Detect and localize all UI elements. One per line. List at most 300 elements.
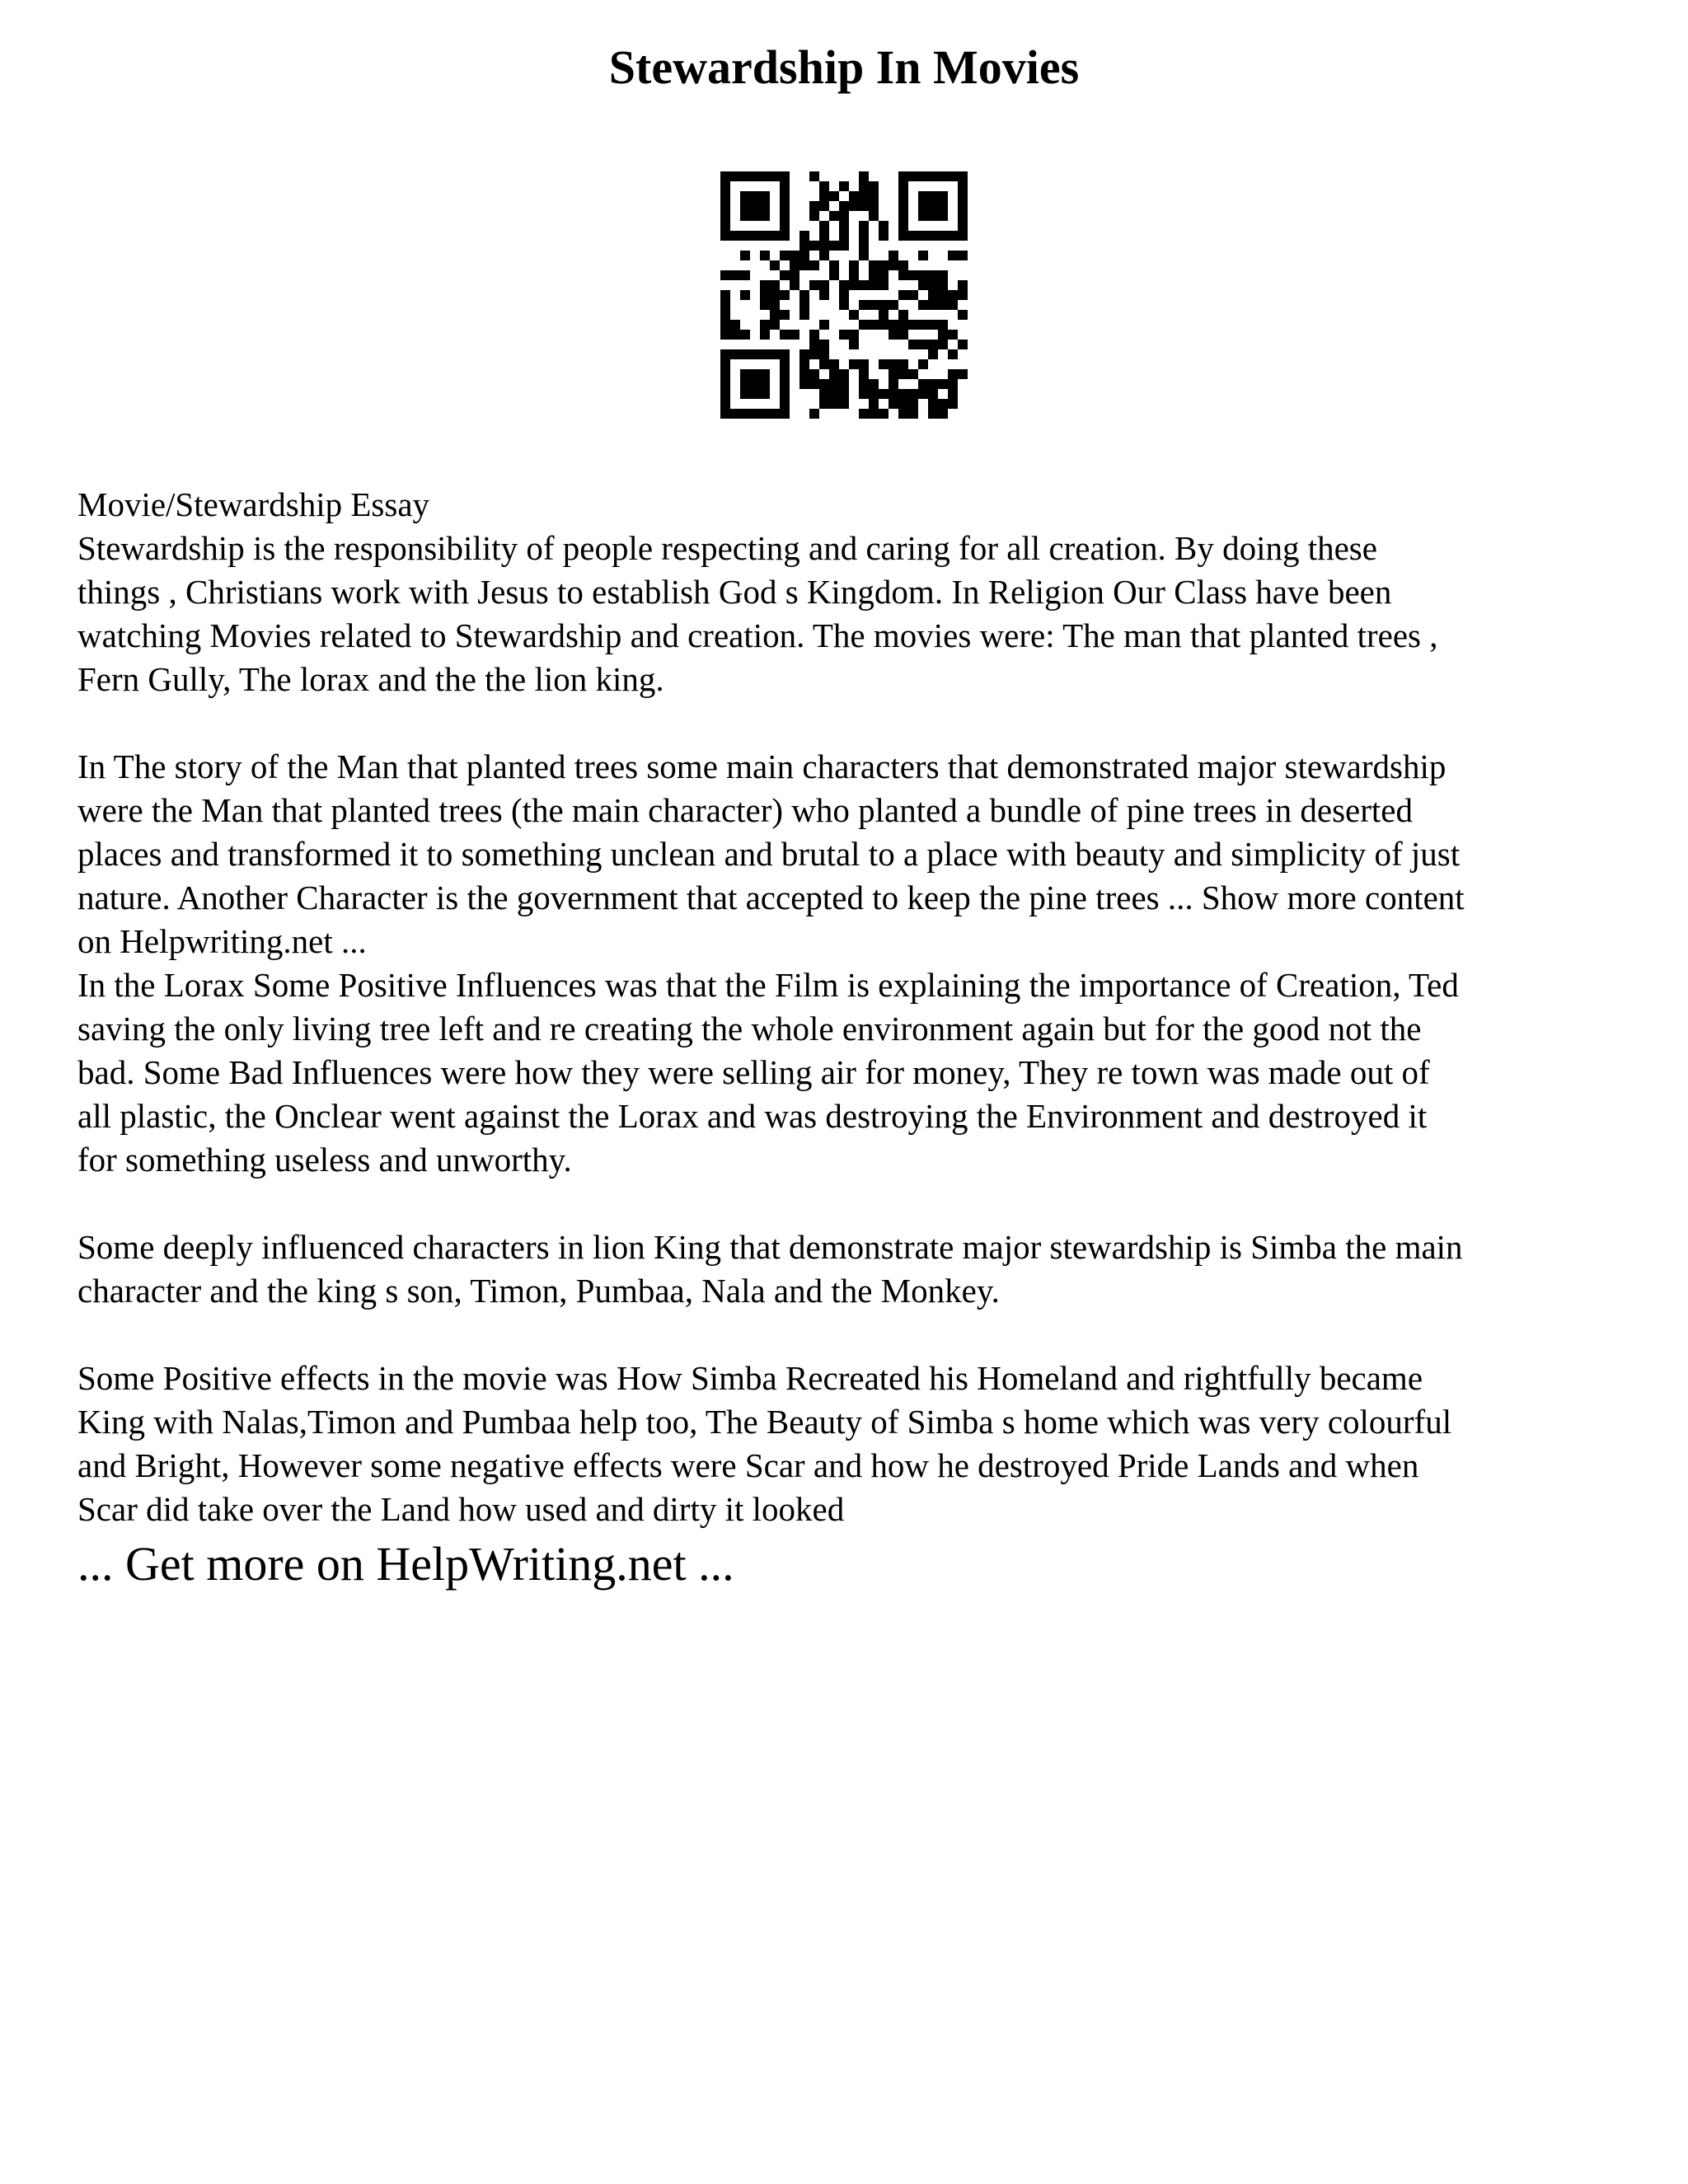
qr-module (948, 251, 958, 260)
qr-module (760, 409, 770, 419)
qr-module (790, 260, 799, 270)
qr-module (948, 379, 958, 389)
qr-module (740, 409, 750, 419)
qr-module (869, 211, 879, 221)
qr-module (898, 260, 908, 270)
qr-module (750, 389, 760, 399)
qr-module (918, 201, 928, 211)
qr-module (908, 340, 918, 349)
qr-module (898, 211, 908, 221)
qr-module (780, 221, 790, 231)
qr-module (829, 389, 839, 399)
essay-heading: Movie/Stewardship Essay (77, 485, 430, 523)
qr-module (770, 310, 780, 320)
qr-module (799, 379, 809, 389)
qr-module (780, 399, 790, 409)
qr-module (898, 320, 908, 330)
qr-module (948, 290, 958, 300)
qr-module (780, 389, 790, 399)
qr-module (869, 181, 879, 191)
qr-module (938, 340, 948, 349)
qr-module (958, 340, 968, 349)
qr-module (740, 369, 750, 379)
qr-module (918, 300, 928, 310)
text-line: In The story of the Man that planted trees some main characters that demonstrated major stewardship (77, 748, 1447, 785)
qr-module (869, 201, 879, 211)
qr-module (720, 181, 730, 191)
qr-module (938, 300, 948, 310)
qr-module (770, 409, 780, 419)
qr-module (839, 231, 849, 241)
qr-module (869, 280, 879, 290)
qr-module (829, 191, 839, 201)
qr-module (799, 310, 809, 320)
qr-module (740, 251, 750, 260)
qr-module (908, 270, 918, 280)
qr-module (829, 369, 839, 379)
qr-module (869, 260, 879, 270)
qr-module (918, 320, 928, 330)
qr-module (730, 409, 740, 419)
qr-module (799, 300, 809, 310)
qr-module (809, 349, 819, 359)
text-line: and Bright, However some negative effects were Scar and how he destroyed Pride Lands and when (77, 1446, 1419, 1484)
qr-module (958, 171, 968, 181)
qr-module (780, 201, 790, 211)
qr-module (928, 290, 938, 300)
qr-module (750, 369, 760, 379)
qr-module (839, 379, 849, 389)
qr-module (889, 379, 898, 389)
qr-module (819, 359, 829, 369)
qr-module (720, 349, 730, 359)
qr-module (730, 231, 740, 241)
qr-module (760, 369, 770, 379)
qr-module (849, 260, 859, 270)
qr-module (958, 251, 968, 260)
qr-module (958, 290, 968, 300)
qr-module (849, 310, 859, 320)
qr-module (799, 241, 809, 251)
qr-module (839, 330, 849, 340)
qr-module (780, 349, 790, 359)
qr-module (760, 379, 770, 389)
qr-module (760, 171, 770, 181)
qr-module (898, 330, 908, 340)
qr-module (889, 369, 898, 379)
qr-module (859, 379, 869, 389)
qr-module (760, 330, 770, 340)
qr-module (720, 290, 730, 300)
qr-module (869, 270, 879, 280)
qr-module (869, 320, 879, 330)
qr-module (839, 290, 849, 300)
qr-module (958, 191, 968, 201)
qr-module (938, 280, 948, 290)
page-title: Stewardship In Movies (608, 40, 1080, 94)
qr-module (938, 379, 948, 389)
qr-module (928, 399, 938, 409)
qr-module (799, 369, 809, 379)
qr-module (740, 290, 750, 300)
qr-module (740, 231, 750, 241)
qr-module (790, 280, 799, 290)
qr-module (859, 201, 869, 211)
qr-module (809, 241, 819, 251)
qr-module (879, 300, 889, 310)
qr-module (918, 280, 928, 290)
qr-module (720, 320, 730, 330)
qr-module (750, 171, 760, 181)
qr-module (809, 280, 819, 290)
qr-module (859, 369, 869, 379)
qr-module (849, 201, 859, 211)
qr-module (760, 280, 770, 290)
qr-module (928, 231, 938, 241)
qr-module (819, 340, 829, 349)
qr-module (799, 231, 809, 241)
qr-module (720, 369, 730, 379)
qr-module (889, 399, 898, 409)
qr-module (839, 280, 849, 290)
qr-module (799, 251, 809, 260)
qr-module (889, 359, 898, 369)
qr-module (740, 330, 750, 340)
qr-module (928, 211, 938, 221)
qr-module (938, 399, 948, 409)
qr-module (958, 310, 968, 320)
qr-module (809, 409, 819, 419)
text-line: places and transformed it to something unclean and brutal to a place with beauty and simplicity of just (77, 835, 1461, 873)
qr-module (760, 191, 770, 201)
qr-module (829, 241, 839, 251)
qr-module (928, 280, 938, 290)
qr-module (889, 300, 898, 310)
qr-module (760, 300, 770, 310)
qr-module (819, 221, 829, 231)
text-line: things , Christians work with Jesus to establish God s Kingdom. In Religion Our Class have been (77, 573, 1392, 611)
qr-module (869, 191, 879, 201)
qr-module (740, 379, 750, 389)
qr-module (948, 231, 958, 241)
qr-module (829, 379, 839, 389)
qr-module (869, 399, 879, 409)
qr-module (819, 349, 829, 359)
qr-module (809, 340, 819, 349)
qr-module (770, 320, 780, 330)
qr-module (938, 191, 948, 201)
qr-module (780, 231, 790, 241)
qr-module (780, 211, 790, 221)
qr-module (790, 270, 799, 280)
qr-module (780, 379, 790, 389)
qr-module (879, 270, 889, 280)
qr-module (819, 399, 829, 409)
qr-module (760, 349, 770, 359)
paragraph-intro (77, 483, 1660, 701)
text-line: saving the only living tree left and re creating the whole environment again but for the good not the (77, 1010, 1422, 1047)
qr-module (938, 231, 948, 241)
qr-module (898, 369, 908, 379)
qr-module (740, 389, 750, 399)
qr-module (780, 181, 790, 191)
qr-module (809, 330, 819, 340)
qr-module (770, 231, 780, 241)
qr-module (898, 221, 908, 231)
qr-module (849, 359, 859, 369)
qr-module (898, 389, 908, 399)
qr-module (780, 330, 790, 340)
text-line: character and the king s son, Timon, Pumbaa, Nala and the Monkey. (77, 1272, 1000, 1310)
qr-module (740, 349, 750, 359)
qr-module (859, 241, 869, 251)
qr-module (918, 270, 928, 280)
qr-module (760, 201, 770, 211)
qr-module (928, 171, 938, 181)
qr-module (780, 171, 790, 181)
qr-module (898, 270, 908, 280)
qr-module (740, 211, 750, 221)
qr-module (829, 359, 839, 369)
qr-module (780, 369, 790, 379)
qr-module (720, 409, 730, 419)
qr-module (859, 171, 869, 181)
qr-module (839, 389, 849, 399)
qr-module (839, 300, 849, 310)
qr-module (750, 349, 760, 359)
qr-module (898, 231, 908, 241)
qr-module (819, 389, 829, 399)
qr-module (918, 389, 928, 399)
qr-module (859, 389, 869, 399)
qr-module (819, 379, 829, 389)
qr-module (849, 280, 859, 290)
text-line: Stewardship is the responsibility of people respecting and caring for all creation. By doing these (77, 529, 1377, 567)
qr-module (948, 349, 958, 359)
qr-module (770, 171, 780, 181)
qr-module (879, 280, 889, 290)
qr-module (859, 251, 869, 260)
qr-module (740, 191, 750, 201)
qr-module (948, 171, 958, 181)
qr-module (908, 399, 918, 409)
qr-module (750, 191, 760, 201)
qr-module (720, 330, 730, 340)
qr-module (849, 330, 859, 340)
qr-module (859, 181, 869, 191)
qr-module (859, 221, 869, 231)
qr-module (760, 320, 770, 330)
qr-module (928, 349, 938, 359)
qr-module (839, 211, 849, 221)
qr-module (750, 231, 760, 241)
qr-module (938, 201, 948, 211)
qr-module (839, 399, 849, 409)
qr-module (849, 340, 859, 349)
text-line: Fern Gully, The lorax and the the lion king. (77, 660, 664, 698)
text-line: Some deeply influenced characters in lion King that demonstrate major stewardship is Simba the main (77, 1228, 1463, 1266)
qr-module (898, 310, 908, 320)
qr-module (809, 369, 819, 379)
text-line: Some Positive effects in the movie was How Simba Recreated his Homeland and rightfully became (77, 1359, 1423, 1397)
qr-module (908, 171, 918, 181)
qr-module (869, 389, 879, 399)
text-line: were the Man that planted trees (the main character) who planted a bundle of pine trees in deserted (77, 791, 1413, 829)
qr-module (720, 191, 730, 201)
qr-module (780, 310, 790, 320)
text-line: on Helpwriting.net ... (77, 922, 367, 960)
qr-module (780, 270, 790, 280)
qr-module (958, 201, 968, 211)
qr-module (879, 409, 889, 419)
qr-module (908, 409, 918, 419)
qr-module (750, 379, 760, 389)
qr-module (849, 270, 859, 280)
qr-module (780, 359, 790, 369)
qr-module (770, 290, 780, 300)
qr-module (948, 399, 958, 409)
qr-module (859, 191, 869, 201)
get-more-link[interactable]: ... Get more on HelpWriting.net ... (77, 1537, 734, 1591)
qr-module (898, 409, 908, 419)
qr-module (799, 359, 809, 369)
qr-module (898, 290, 908, 300)
qr-module (750, 201, 760, 211)
qr-module (730, 330, 740, 340)
qr-module (928, 340, 938, 349)
qr-module (839, 201, 849, 211)
qr-module (720, 300, 730, 310)
qr-module (730, 171, 740, 181)
qr-module (720, 270, 730, 280)
qr-module (889, 260, 898, 270)
qr-module (898, 191, 908, 201)
qr-module (809, 211, 819, 221)
qr-module (720, 310, 730, 320)
qr-module (720, 399, 730, 409)
qr-module (918, 359, 928, 369)
qr-module (918, 379, 928, 389)
qr-module (730, 349, 740, 359)
qr-module (839, 181, 849, 191)
qr-module (859, 409, 869, 419)
qr-module (829, 270, 839, 280)
qr-module (750, 211, 760, 221)
qr-module (879, 359, 889, 369)
text-line: nature. Another Character is the government that accepted to keep the pine trees ... Show more content (77, 879, 1465, 916)
qr-module (938, 171, 948, 181)
paragraph-man-planted-trees-lorax (77, 745, 1660, 1182)
qr-module (819, 280, 829, 290)
qr-module (908, 231, 918, 241)
qr-module (809, 379, 819, 389)
qr-module (819, 320, 829, 330)
qr-module (928, 379, 938, 389)
qr-module (740, 270, 750, 280)
qr-module (918, 211, 928, 221)
qr-module (760, 251, 770, 260)
paragraph-lion-king-effects (77, 1357, 1660, 1531)
qr-module (908, 290, 918, 300)
qr-module (898, 181, 908, 191)
text-line: for something useless and unworthy. (77, 1141, 572, 1179)
qr-module (928, 270, 938, 280)
qr-module (770, 349, 780, 359)
qr-module (770, 300, 780, 310)
qr-module (948, 369, 958, 379)
paragraph-gap (77, 1182, 1660, 1226)
qr-module (928, 409, 938, 419)
qr-module (720, 221, 730, 231)
qr-module (780, 409, 790, 419)
qr-module (898, 359, 908, 369)
qr-module (898, 399, 908, 409)
qr-module (918, 340, 928, 349)
qr-module (958, 231, 968, 241)
qr-module (780, 191, 790, 201)
qr-module (879, 260, 889, 270)
qr-module (879, 389, 889, 399)
text-line: Scar did take over the Land how used and dirty it looked (77, 1490, 845, 1528)
qr-module (958, 221, 968, 231)
qr-module (780, 251, 790, 260)
qr-module (819, 251, 829, 260)
qr-module (839, 369, 849, 379)
qr-module (928, 389, 938, 399)
qr-module (938, 211, 948, 221)
qr-module (730, 320, 740, 330)
qr-module (770, 260, 780, 270)
qr-module (859, 300, 869, 310)
qr-module (928, 300, 938, 310)
qr-module (799, 260, 809, 270)
qr-module (809, 171, 819, 181)
qr-module (958, 211, 968, 221)
qr-module (938, 290, 948, 300)
qr-module (720, 211, 730, 221)
qr-module (908, 369, 918, 379)
qr-module (720, 379, 730, 389)
qr-module (750, 409, 760, 419)
qr-module (928, 201, 938, 211)
qr-module (869, 409, 879, 419)
qr-module (889, 389, 898, 399)
qr-code-icon (720, 171, 968, 419)
qr-module (819, 290, 829, 300)
text-line: In the Lorax Some Positive Influences was that the Film is explaining the importance of Creation, Ted (77, 966, 1459, 1004)
qr-module (948, 389, 958, 399)
qr-module (819, 241, 829, 251)
qr-module (918, 171, 928, 181)
qr-module (829, 399, 839, 409)
qr-module (859, 231, 869, 241)
qr-module (938, 320, 948, 330)
qr-module (720, 231, 730, 241)
qr-module (918, 251, 928, 260)
text-line: watching Movies related to Stewardship and creation. The movies were: The man that planted trees , (77, 616, 1438, 654)
qr-module (760, 211, 770, 221)
qr-module (859, 320, 869, 330)
qr-module (790, 330, 799, 340)
qr-module (898, 201, 908, 211)
qr-module (958, 280, 968, 290)
qr-module (760, 389, 770, 399)
qr-module (859, 359, 869, 369)
qr-module (720, 359, 730, 369)
qr-module (918, 191, 928, 201)
qr-module (869, 300, 879, 310)
qr-module (720, 389, 730, 399)
